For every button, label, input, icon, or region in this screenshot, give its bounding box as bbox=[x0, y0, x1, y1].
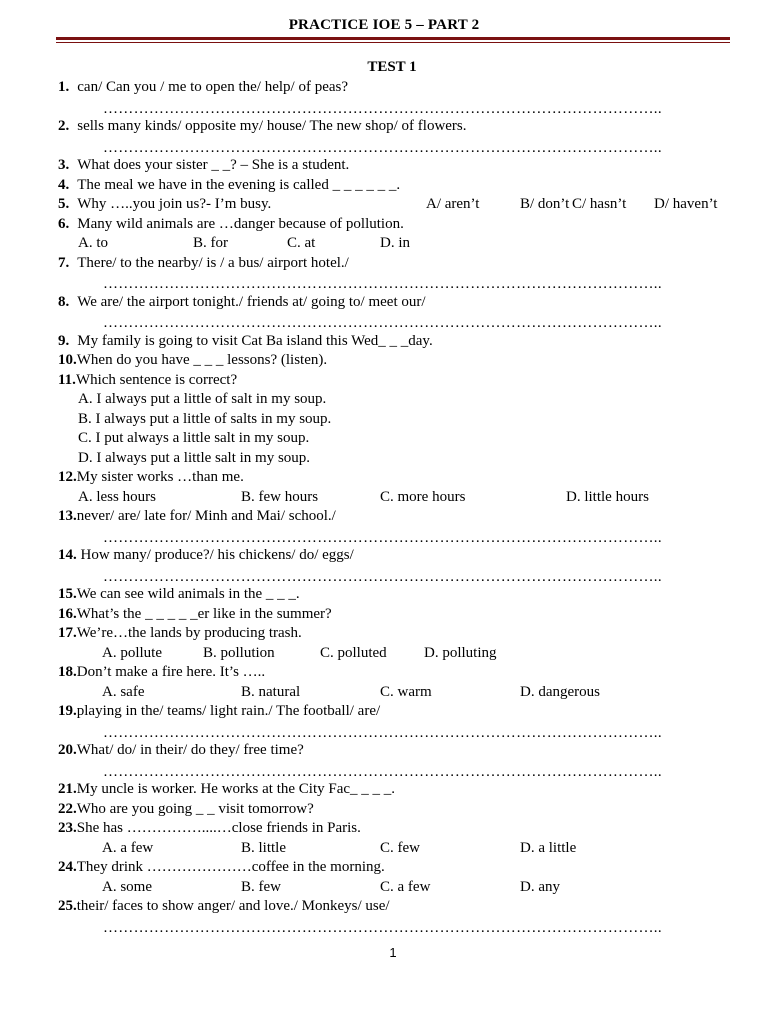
answer-option[interactable]: C/ hasn’t bbox=[572, 196, 627, 212]
answer-option[interactable]: D. little hours bbox=[566, 488, 649, 505]
question bbox=[58, 800, 314, 820]
question-row bbox=[58, 468, 738, 488]
answer-option[interactable]: D. any bbox=[520, 878, 560, 895]
question-text: What’s the _ _ _ _ _er like in the summer? bbox=[76, 605, 332, 622]
question bbox=[58, 254, 349, 274]
question-row bbox=[58, 741, 738, 761]
question-text: their/ faces to show anger/ and love./ Monkeys/ use/ bbox=[76, 898, 390, 914]
question-row bbox=[58, 897, 738, 917]
choice-row bbox=[58, 429, 738, 449]
question bbox=[58, 605, 332, 625]
answer-line-row bbox=[58, 527, 738, 547]
question-number: 16. bbox=[58, 605, 77, 622]
question-number: 11. bbox=[58, 371, 76, 388]
page-number: 1 bbox=[389, 945, 397, 960]
answer-option[interactable]: A/ aren’t bbox=[426, 196, 480, 212]
question-number: 7. bbox=[58, 254, 70, 271]
answer-line[interactable]: ……………………………………………………………………………………………….. bbox=[103, 139, 662, 156]
question-list bbox=[58, 78, 738, 936]
question-text: can/ Can you / me to open the/ help/ of peas? bbox=[77, 79, 349, 95]
answer-option[interactable]: A. some bbox=[102, 878, 152, 895]
question-row bbox=[58, 176, 738, 196]
question bbox=[58, 176, 400, 196]
question-text: There/ to the nearby/ is / a bus/ airport hotel./ bbox=[77, 254, 349, 271]
question-text: We’re…the lands by producing trash. bbox=[76, 625, 302, 641]
question bbox=[58, 78, 348, 98]
answer-option[interactable]: D. polluting bbox=[424, 644, 497, 661]
question bbox=[58, 293, 426, 313]
question-number: 12. bbox=[58, 469, 77, 485]
answer-line[interactable]: ……………………………………………………………………………………………….. bbox=[103, 568, 662, 585]
question-number: 17. bbox=[58, 625, 77, 641]
answer-choice[interactable]: C. I put always a little salt in my soup. bbox=[78, 430, 310, 446]
document-title: PRACTICE IOE 5 – PART 2 bbox=[288, 17, 480, 33]
question-number: 22. bbox=[58, 800, 77, 817]
question-row bbox=[58, 780, 738, 800]
answer-option[interactable]: C. few bbox=[380, 839, 420, 856]
answer-option[interactable]: B. few hours bbox=[241, 488, 319, 505]
question-row bbox=[58, 819, 738, 839]
options-row bbox=[58, 683, 738, 703]
answer-line-row bbox=[58, 137, 738, 157]
question-number: 5. bbox=[58, 196, 70, 212]
question-text: My family is going to visit Cat Ba island this Wed_ _ _day. bbox=[77, 332, 433, 349]
question bbox=[58, 897, 390, 917]
question bbox=[58, 468, 244, 488]
answer-choice[interactable]: B. I always put a little of salts in my soup. bbox=[78, 410, 332, 427]
question-row bbox=[58, 702, 738, 722]
answer-line[interactable]: ……………………………………………………………………………………………….. bbox=[103, 100, 662, 117]
question bbox=[58, 195, 271, 215]
question-number: 19. bbox=[58, 703, 77, 719]
options-row bbox=[58, 878, 738, 898]
answer-line-row bbox=[58, 98, 738, 118]
question-number: 10. bbox=[58, 352, 77, 368]
title-rule-thick bbox=[56, 37, 730, 40]
question-text: sells many kinds/ opposite my/ house/ The new shop/ of flowers. bbox=[77, 118, 467, 134]
question-text: Many wild animals are …danger because of pollution. bbox=[77, 215, 404, 232]
question-number: 4. bbox=[58, 176, 70, 193]
question-number: 8. bbox=[58, 293, 70, 310]
question-row bbox=[58, 351, 738, 371]
question-text: What does your sister _ _? – She is a student. bbox=[77, 157, 350, 173]
question-text: My uncle is worker. He works at the City Fac_ _ _ _. bbox=[76, 781, 396, 797]
answer-option[interactable]: D. a little bbox=[520, 839, 577, 856]
question bbox=[58, 741, 304, 761]
question-row bbox=[58, 624, 738, 644]
answer-option[interactable]: B. natural bbox=[241, 683, 301, 700]
question-text: We can see wild animals in the _ _ _. bbox=[76, 586, 300, 602]
answer-option[interactable]: D. in bbox=[380, 235, 410, 251]
answer-line[interactable]: ……………………………………………………………………………………………….. bbox=[103, 276, 662, 292]
question-number: 13. bbox=[58, 508, 77, 524]
options-row bbox=[58, 644, 738, 664]
question-text: She has ……………....…close friends in Paris. bbox=[76, 820, 361, 836]
question-text: How many/ produce?/ his chickens/ do/ eggs/ bbox=[76, 547, 354, 563]
answer-option[interactable]: D/ haven’t bbox=[654, 196, 718, 212]
answer-option[interactable]: A. safe bbox=[102, 683, 145, 700]
answer-option[interactable]: B. few bbox=[241, 878, 281, 895]
question bbox=[58, 546, 354, 566]
question-row bbox=[58, 215, 738, 235]
question bbox=[58, 780, 395, 800]
answer-option[interactable]: C. at bbox=[287, 235, 316, 251]
question-number: 23. bbox=[58, 820, 77, 836]
test-title: TEST 1 bbox=[367, 59, 417, 75]
question-row bbox=[58, 254, 738, 274]
question bbox=[58, 156, 349, 176]
options-row bbox=[58, 839, 738, 859]
question-row bbox=[58, 156, 738, 176]
question-number: 18. bbox=[58, 664, 77, 680]
question bbox=[58, 624, 302, 644]
choice-row bbox=[58, 410, 738, 430]
question-text: They drink …………………coffee in the morning. bbox=[76, 859, 385, 875]
question-row bbox=[58, 117, 738, 137]
question-text: My sister works …than me. bbox=[76, 469, 244, 485]
question bbox=[58, 332, 433, 352]
question-text: playing in the/ teams/ light rain./ The football/ are/ bbox=[76, 703, 381, 719]
question-number: 6. bbox=[58, 215, 70, 232]
answer-line[interactable]: ……………………………………………………………………………………………….. bbox=[103, 724, 662, 741]
answer-line-row bbox=[58, 722, 738, 742]
question-text: Don’t make a fire here. It’s ….. bbox=[76, 664, 266, 680]
question-row bbox=[58, 800, 738, 820]
answer-option[interactable]: A. less hours bbox=[78, 488, 156, 505]
question-row bbox=[58, 371, 738, 391]
question bbox=[58, 351, 327, 371]
question-number: 25. bbox=[58, 898, 77, 914]
question-row bbox=[58, 507, 738, 527]
question bbox=[58, 702, 380, 722]
answer-line-row bbox=[58, 566, 738, 586]
question-row bbox=[58, 78, 738, 98]
answer-line[interactable]: ……………………………………………………………………………………………….. bbox=[103, 529, 662, 546]
question bbox=[58, 663, 265, 683]
question-row bbox=[58, 546, 738, 566]
options-row bbox=[58, 488, 738, 508]
choice-row bbox=[58, 449, 738, 469]
question-number: 21. bbox=[58, 781, 77, 797]
choice-row bbox=[58, 390, 738, 410]
answer-line[interactable]: ……………………………………………………………………………………………….. bbox=[103, 763, 662, 780]
question-text: Why …..you join us?- I’m busy. bbox=[77, 196, 272, 212]
answer-option[interactable]: B. little bbox=[241, 839, 286, 856]
question bbox=[58, 819, 361, 839]
answer-option[interactable]: A. a few bbox=[102, 839, 154, 856]
answer-option[interactable]: C. polluted bbox=[320, 644, 387, 661]
question bbox=[58, 858, 385, 878]
question-row bbox=[58, 605, 738, 625]
question bbox=[58, 585, 300, 605]
answer-option[interactable]: C. a few bbox=[380, 878, 431, 895]
question-text: When do you have _ _ _ lessons? (listen). bbox=[76, 352, 328, 368]
question-text: never/ are/ late for/ Minh and Mai/ school./ bbox=[76, 508, 336, 524]
answer-line-row bbox=[58, 312, 738, 332]
question bbox=[58, 215, 404, 235]
question-row bbox=[58, 663, 738, 683]
answer-line[interactable]: ……………………………………………………………………………………………….. bbox=[103, 919, 662, 936]
question-row bbox=[58, 585, 738, 605]
question-text: The meal we have in the evening is called _ _ _ _ _ _. bbox=[77, 176, 401, 193]
question-number: 3. bbox=[58, 157, 70, 173]
answer-option[interactable]: A. to bbox=[78, 235, 108, 251]
answer-choice[interactable]: D. I always put a little salt in my soup. bbox=[78, 449, 311, 466]
question-number: 15. bbox=[58, 586, 77, 602]
question-number: 1. bbox=[58, 79, 70, 95]
question-text: Which sentence is correct? bbox=[75, 371, 238, 388]
question-text: Who are you going _ _ visit tomorrow? bbox=[76, 800, 314, 817]
answer-choice[interactable]: A. I always put a little of salt in my soup. bbox=[78, 391, 327, 407]
answer-line-row bbox=[58, 273, 738, 293]
question-number: 20. bbox=[58, 742, 77, 758]
question-text: We are/ the airport tonight./ friends at/ going to/ meet our/ bbox=[77, 293, 426, 310]
question-number: 24. bbox=[58, 859, 77, 875]
answer-option[interactable]: C. warm bbox=[380, 683, 432, 700]
question-row bbox=[58, 858, 738, 878]
answer-option[interactable]: B. for bbox=[193, 235, 228, 251]
answer-option[interactable]: C. more hours bbox=[380, 488, 466, 505]
question-number: 9. bbox=[58, 332, 70, 349]
question-number: 14. bbox=[58, 547, 77, 563]
question-number: 2. bbox=[58, 118, 70, 134]
question-row bbox=[58, 293, 738, 313]
question-row bbox=[58, 332, 738, 352]
options-row bbox=[58, 234, 738, 254]
answer-option[interactable]: D. dangerous bbox=[520, 683, 600, 700]
answer-option[interactable]: B. pollution bbox=[203, 644, 275, 661]
question bbox=[58, 117, 467, 137]
answer-line-row bbox=[58, 761, 738, 781]
question-row bbox=[58, 195, 738, 215]
title-rule-thin bbox=[56, 42, 730, 43]
question-text: What/ do/ in their/ do they/ free time? bbox=[76, 742, 304, 758]
answer-line-row bbox=[58, 917, 738, 937]
question bbox=[58, 371, 237, 391]
question bbox=[58, 507, 336, 527]
answer-option[interactable]: B/ don’t bbox=[520, 196, 570, 212]
answer-line[interactable]: ……………………………………………………………………………………………….. bbox=[103, 315, 662, 331]
answer-option[interactable]: A. pollute bbox=[102, 644, 162, 661]
